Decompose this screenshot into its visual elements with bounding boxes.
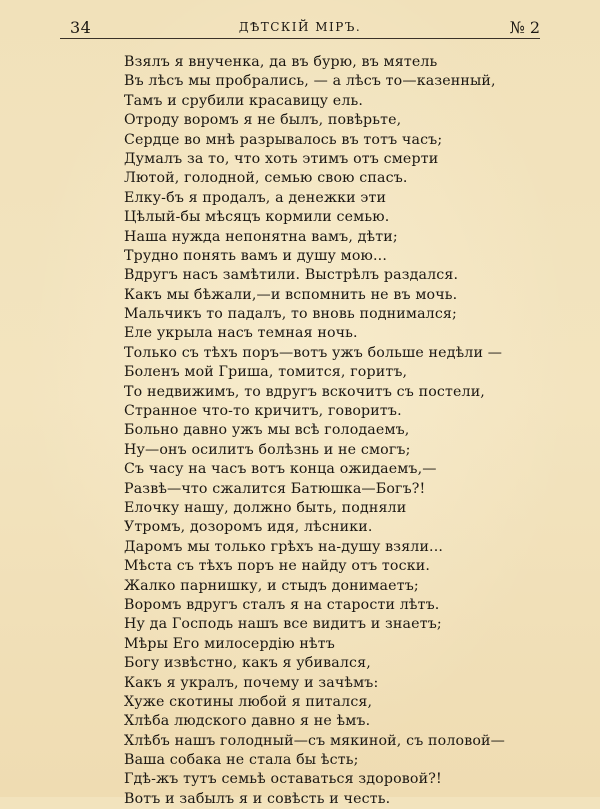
poem-line: Мѣры Его милосердію нѣтъ bbox=[124, 635, 335, 652]
poem-line: Елочку нашу, должно быть, подняли bbox=[124, 499, 407, 516]
poem-line: Въ лѣсъ мы пробрались, — а лѣсъ то—казенный, bbox=[124, 73, 496, 90]
poem-line: Мальчикъ то падалъ, то вновь поднимался; bbox=[124, 306, 457, 323]
poem-line: Хлѣба людского давно я не ѣмъ. bbox=[124, 713, 371, 730]
poem-line: Какъ мы бѣжали,—и вспомнить не въ мочь. bbox=[124, 286, 458, 303]
poem-line: Вдругъ насъ замѣтили. Выстрѣлъ раздался. bbox=[124, 267, 459, 284]
poem-line: Развѣ—что сжалится Батюшка—Богъ?! bbox=[124, 480, 426, 497]
poem-line: Вотъ и забылъ я и совѣсть и честь. bbox=[124, 790, 391, 807]
poem-line: Лютой, голодной, семью свою спасъ. bbox=[124, 170, 408, 187]
poem-line: Ну—онъ осилитъ болѣзнь и не смогъ; bbox=[124, 441, 411, 458]
page-number: 34 bbox=[70, 18, 92, 37]
poem-line: Ну да Господь нашъ все видитъ и знаетъ; bbox=[124, 616, 442, 633]
poem-line: Утромъ, дозоромъ идя, лѣсники. bbox=[124, 519, 373, 536]
poem-line: Елку-бъ я продалъ, а денежки эти bbox=[124, 189, 387, 206]
poem-line: Даромъ мы только грѣхъ на-душу взяли... bbox=[124, 538, 444, 555]
poem-line: Богу извѣстно, какъ я убивался, bbox=[124, 655, 371, 672]
poem-line: Жалко парнишку, и стыдъ донимаетъ; bbox=[124, 577, 419, 594]
poem-line: Странное что-то кричитъ, говоритъ. bbox=[124, 403, 402, 420]
poem-line: Еле укрыла насъ темная ночь. bbox=[124, 325, 358, 342]
poem-line: Трудно понять вамъ и душу мою... bbox=[124, 247, 387, 264]
poem-line: Боленъ мой Гриша, томится, горитъ, bbox=[124, 364, 408, 381]
poem-line: Взялъ я внученка, да въ бурю, въ мятель bbox=[124, 54, 438, 70]
poem-line: Больно давно ужъ мы всѣ голодаемъ, bbox=[124, 422, 410, 439]
poem-line: Мѣста съ тѣхъ поръ не найду отъ тоски. bbox=[124, 558, 431, 575]
poem-line: Думалъ за то, что хоть этимъ отъ смерти bbox=[124, 150, 439, 167]
poem-line: Тамъ и срубили красавицу ель. bbox=[124, 92, 364, 109]
page-header bbox=[60, 12, 540, 38]
header-rule bbox=[60, 38, 540, 39]
poem-line: Цѣлый-бы мѣсяцъ кормили семью. bbox=[124, 209, 390, 226]
poem-line: Сердце во мнѣ разрывалось въ тотъ часъ; bbox=[124, 131, 443, 148]
poem-line: Гдѣ-жъ тутъ семьѣ оставаться здоровой?! bbox=[124, 771, 442, 788]
poem-line: Хуже скотины любой я питался, bbox=[124, 693, 373, 710]
poem-line: Съ часу на часъ вотъ конца ожидаемъ,— bbox=[124, 461, 437, 478]
poem-line: Только съ тѣхъ поръ—вотъ ужъ больше недѣли — bbox=[124, 344, 503, 361]
poem-line: Хлѣбъ нашъ голодный—съ мякиной, съ половой— bbox=[124, 732, 505, 749]
poem-text bbox=[124, 53, 524, 809]
poem-line: Наша нужда непонятна вамъ, дѣти; bbox=[124, 228, 398, 245]
issue-number: № 2 bbox=[509, 18, 540, 37]
poem-line: То недвижимъ, то вдругъ вскочитъ съ постели, bbox=[124, 383, 485, 400]
poem-line: Ваша собака не стала бы ѣсть; bbox=[124, 752, 359, 769]
running-title: ДѢТСКІЙ МІРЪ. bbox=[238, 20, 362, 34]
poem-line: Воромъ вдругъ сталъ я на старости лѣтъ. bbox=[124, 596, 440, 613]
poem-line: Какъ я укралъ, почему и зачѣмъ: bbox=[124, 674, 379, 691]
poem-line: Отроду воромъ я не былъ, повѣрьте, bbox=[124, 112, 402, 129]
